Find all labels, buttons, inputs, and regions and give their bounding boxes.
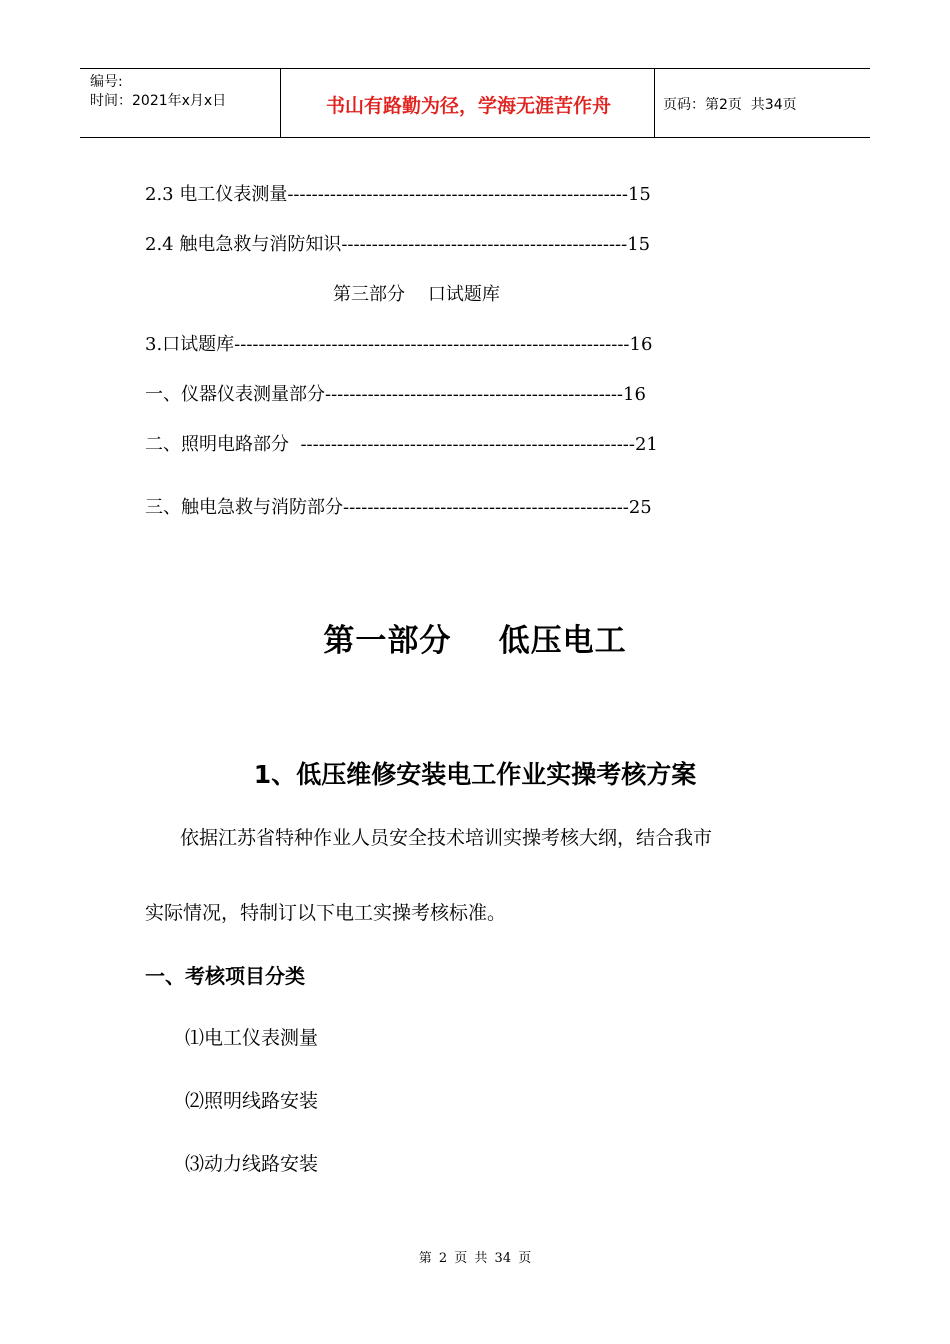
time-label: 时间：2021年x月x日 <box>90 93 227 109</box>
toc-entry: 二、照明电路部分 -------------------------------------------------------21 <box>145 434 658 455</box>
toc-entry: 三、触电急救与消防部分-----------------------------------------------25 <box>145 497 652 518</box>
section-title: 1、低压维修安装电工作业实操考核方案 <box>253 760 697 789</box>
intro-line-1: 依据江苏省特种作业人员安全技术培训实操考核大纲，结合我市 <box>180 827 713 849</box>
page-footer: 第 2 页 共 34 页 <box>418 1251 532 1266</box>
list-item: ⑶动力线路安装 <box>185 1153 319 1175</box>
toc-entry: 一、仪器仪表测量部分-------------------------------------------------16 <box>145 384 646 405</box>
part-title: 第一部分 低压电工 <box>323 623 627 659</box>
header-divider <box>280 69 281 137</box>
toc-entry: 2.4 触电急救与消防知识-----------------------------------------------15 <box>145 234 651 255</box>
header-page-info: 页码：第2页 共34页 <box>663 97 797 113</box>
intro-line-2: 实际情况，特制订以下电工实操考核标准。 <box>145 902 507 924</box>
page-header <box>80 68 870 138</box>
toc-entry: 2.3 电工仪表测量--------------------------------------------------------15 <box>145 184 651 205</box>
list-item: ⑵照明线路安装 <box>185 1090 319 1112</box>
number-label: 编号: <box>90 74 123 90</box>
list-item: ⑴电工仪表测量 <box>185 1027 319 1049</box>
header-meta <box>90 73 226 111</box>
header-motto: 书山有路勤为径，学海无涯苦作舟 <box>325 95 611 117</box>
toc-entry: 3.口试题库-----------------------------------------------------------------16 <box>145 334 653 355</box>
toc-part-heading: 第三部分 口试题库 <box>333 284 500 305</box>
subheading: 一、考核项目分类 <box>145 964 305 988</box>
